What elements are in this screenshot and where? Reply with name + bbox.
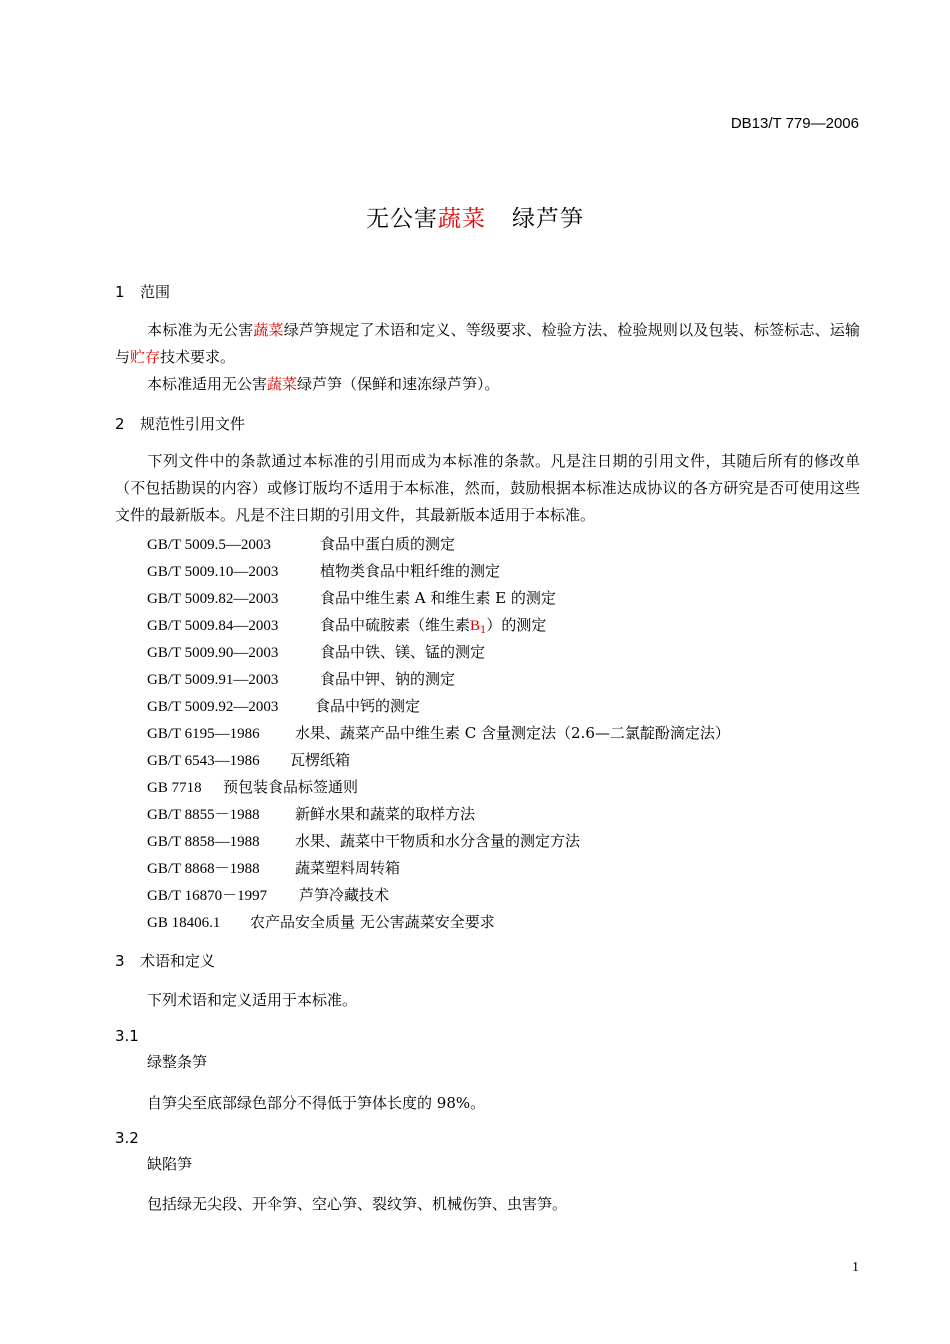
title-part-1: 无公害 <box>366 206 438 232</box>
term-name: 缺陷笋 <box>147 1155 193 1173</box>
reference-title: 预包装食品标签通则 <box>223 778 359 796</box>
reference-item <box>147 830 580 851</box>
highlighted-text: 蔬菜 <box>267 375 298 393</box>
term-definition: 自笋尖至底部绿色部分不得低于笋体长度的 98%。 <box>147 1094 486 1112</box>
reference-code: GB/T 6543—1986 <box>147 753 260 769</box>
reference-code: GB/T 6195—1986 <box>147 726 260 742</box>
section-title: 术语和定义 <box>140 952 216 970</box>
reference-title: 食品中蛋白质的测定 <box>320 535 456 553</box>
reference-title: 农产品安全质量 无公害蔬菜安全要求 <box>250 913 495 931</box>
reference-title: 新鲜水果和蔬菜的取样方法 <box>295 805 476 823</box>
reference-item <box>147 722 730 743</box>
subscript-base: B <box>470 618 481 634</box>
reference-item <box>147 614 546 636</box>
section-title: 范围 <box>140 283 171 301</box>
reference-code: GB 18406.1 <box>147 915 221 931</box>
reference-title: 瓦楞纸箱 <box>290 751 351 769</box>
section-3-intro: 下列术语和定义适用于本标准。 <box>147 991 358 1009</box>
section-3-heading <box>115 950 215 971</box>
reference-item <box>147 587 556 608</box>
section-1-paragraph-2 <box>115 371 860 398</box>
reference-code: GB/T 8858—1988 <box>147 834 260 850</box>
reference-item <box>147 857 400 878</box>
reference-title: 植物类食品中粗纤维的测定 <box>320 562 501 580</box>
reference-item <box>147 803 475 824</box>
text-run: 本标准为无公害 <box>147 321 254 339</box>
reference-title: 食品中维生素 A 和维生素 E 的测定 <box>320 589 556 607</box>
reference-code: GB/T 5009.10—2003 <box>147 564 279 580</box>
reference-code: GB/T 5009.82—2003 <box>147 591 279 607</box>
term-number: 3.2 <box>115 1129 139 1147</box>
term-definition: 包括绿无尖段、开伞笋、空心笋、裂纹笋、机械伤笋、虫害笋。 <box>147 1195 568 1213</box>
section-number: 2 <box>115 415 125 433</box>
reference-code: GB 7718 <box>147 780 202 796</box>
reference-code: GB/T 5009.92—2003 <box>147 699 279 715</box>
reference-item <box>147 749 350 770</box>
reference-item <box>147 668 455 689</box>
reference-title-end: ）的测定 <box>486 616 547 634</box>
term-name: 绿整条笋 <box>147 1053 208 1071</box>
text-run: 绿芦笋（保鲜和速冻绿芦笋）。 <box>297 375 500 393</box>
reference-code: GB/T 5009.5—2003 <box>147 537 271 553</box>
reference-code: GB/T 5009.91—2003 <box>147 672 279 688</box>
reference-code: GB/T 8868－1988 <box>147 861 260 877</box>
reference-title: 食品中硫胺素（维生素 <box>320 616 471 634</box>
document-code: DB13/T 779—2006 <box>730 115 859 132</box>
reference-item <box>147 533 455 554</box>
reference-title: 水果、蔬菜产品中维生素 C 含量测定法（2.6—二氯靛酚滴定法） <box>295 724 730 742</box>
section-1-heading <box>115 281 170 302</box>
text-run: 技术要求。 <box>160 348 236 366</box>
section-2-intro <box>115 448 860 529</box>
reference-item <box>147 911 495 932</box>
document-title <box>0 200 950 233</box>
reference-title: 食品中钙的测定 <box>315 697 421 715</box>
text-run: 绿芦笋规定了术语和定义、等级要求、检验方法、检验规则以及包装、标签标志、运输与 <box>115 321 860 366</box>
reference-item <box>147 776 358 797</box>
reference-title: 蔬菜塑料周转箱 <box>295 859 401 877</box>
subscript-index: 1 <box>480 625 487 636</box>
reference-code: GB/T 5009.90—2003 <box>147 645 279 661</box>
highlighted-text: 蔬菜 <box>253 321 284 339</box>
reference-title: 食品中铁、镁、锰的测定 <box>320 643 486 661</box>
reference-item <box>147 641 485 662</box>
reference-title: 芦笋冷藏技术 <box>299 886 390 904</box>
section-1-paragraph-1 <box>115 317 860 371</box>
page-number: 1 <box>852 1260 859 1275</box>
reference-code: GB/T 16870－1997 <box>147 888 268 904</box>
reference-title: 水果、蔬菜中干物质和水分含量的测定方法 <box>295 832 581 850</box>
title-highlight: 蔬菜 <box>438 206 486 232</box>
term-number: 3.1 <box>115 1027 139 1045</box>
highlighted-text: 贮存 <box>130 348 161 366</box>
text-run: 本标准适用无公害 <box>147 375 268 393</box>
reference-code: GB/T 5009.84—2003 <box>147 618 279 634</box>
section-2-heading <box>115 413 245 434</box>
title-part-3: 绿芦笋 <box>512 206 584 232</box>
reference-code: GB/T 8855－1988 <box>147 807 260 823</box>
section-title: 规范性引用文件 <box>140 415 246 433</box>
reference-item <box>147 560 500 581</box>
section-number: 1 <box>115 283 125 301</box>
reference-item <box>147 884 389 905</box>
section-number: 3 <box>115 952 125 970</box>
reference-title: 食品中钾、钠的测定 <box>320 670 456 688</box>
reference-item <box>147 695 420 716</box>
text-run: 下列文件中的条款通过本标准的引用而成为本标准的条款。凡是注日期的引用文件，其随后所有的修改单（不包括勘误的内容）或修订版均不适用于本标准，然而，鼓励根据本标准达成协议的各方研究是否可使用这些文件的最新版本。凡是不注日期的引用文件，其最新版本适用于本标准。 <box>115 452 860 524</box>
